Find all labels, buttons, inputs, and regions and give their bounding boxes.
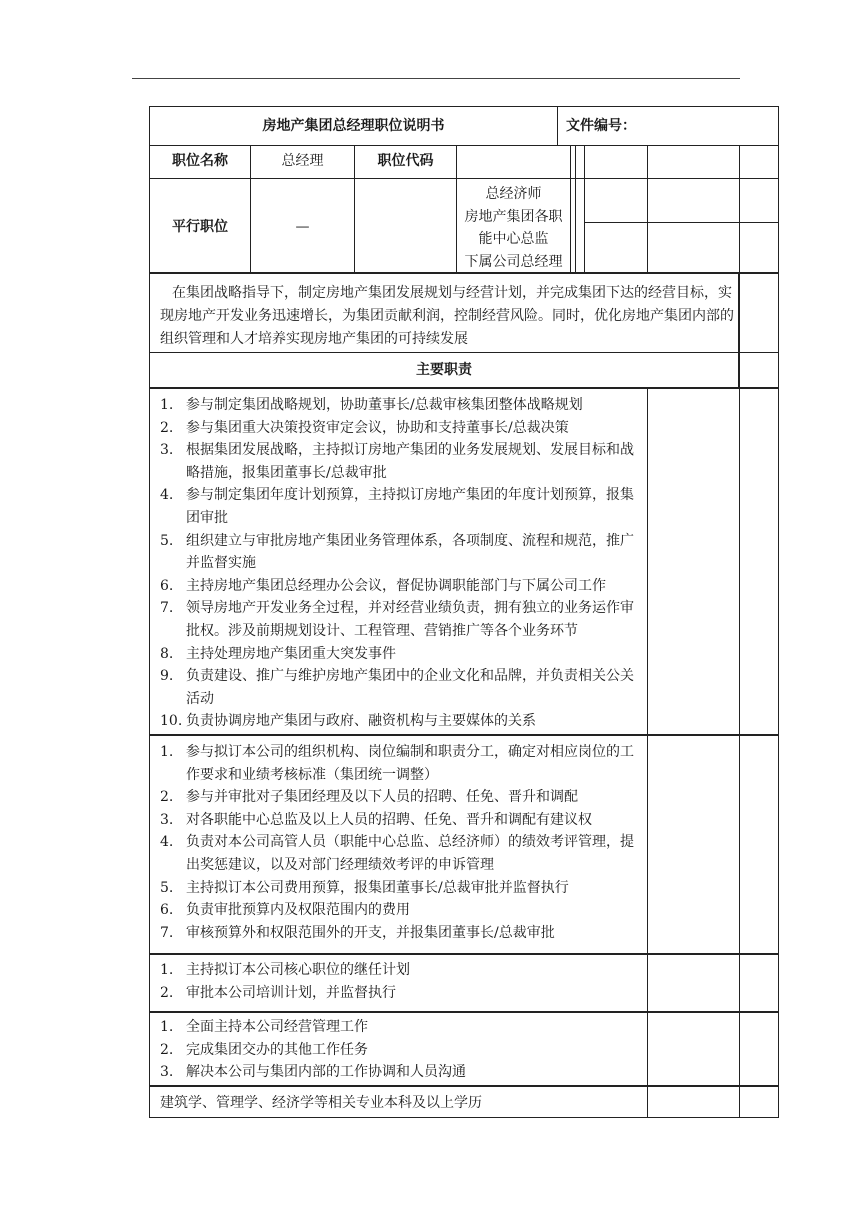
list-item: 7. 审核预算外和权限范围外的开支，并报集团董事长/总裁审批 (160, 924, 555, 941)
parallel-position-label: 平行职位 (172, 219, 228, 235)
parallel-position-list (457, 183, 570, 273)
education-requirement: 建筑学、管理学、经济学等相关专业本科及以上学历 (160, 1095, 482, 1111)
list-item: 1. 主持拟订本公司核心职位的继任计划 (160, 962, 410, 978)
list-item: 5. 组织建立与审批房地产集团业务管理体系，各项制度、流程和规范，推广并监督实施 (160, 532, 634, 572)
parallel-position-item: 下属公司总经理 (464, 253, 563, 270)
list-item: 1. 参与制定集团战略规划，协助董事长/总裁审核集团整体战略规划 (160, 397, 583, 413)
position-name-label: 职位名称 (172, 153, 228, 169)
list-item: 2. 参与集团重大决策投资审定会议，协助和支持董事长/总裁决策 (160, 419, 569, 436)
position-code-label: 职位代码 (377, 153, 434, 169)
duties-list-personnel (160, 741, 646, 944)
parallel-position-value: — (295, 219, 310, 235)
list-item: 1. 全面主持本公司经营管理工作 (160, 1019, 368, 1035)
parallel-position-item: 房地产集团各职 (464, 208, 563, 225)
list-item: 3. 对各职能中心总监及以上人员的招聘、任免、晋升和调配有建议权 (160, 811, 592, 828)
list-item: 4. 参与制定集团年度计划预算，主持拟订房地产集团的年度计划预算，报集团审批 (160, 487, 634, 526)
list-item: 9. 负责建设、推广与维护房地产集团中的企业文化和品牌，并负责相关公关活动 (160, 668, 634, 707)
list-item: 2. 审批本公司培训计划，并监督执行 (160, 984, 396, 1001)
list-item: 2. 完成集团交办的其他工作任务 (160, 1041, 368, 1058)
list-item: 6. 主持房地产集团总经理办公会议，督促协调职能部门与下属公司工作 (160, 577, 606, 594)
duties-list-business (160, 394, 646, 733)
list-item: 1. 参与拟订本公司的组织机构、岗位编制和职责分工，确定对相应岗位的工作要求和业绩考核标准（集团统一调整） (160, 744, 634, 783)
parallel-position-item: 总经济师 (485, 186, 542, 202)
parallel-position-item: 能中心总监 (478, 231, 549, 247)
list-item: 3. 解决本公司与集团内部的工作协调和人员沟通 (160, 1064, 466, 1081)
document-title: 房地产集团总经理职位说明书 (262, 118, 445, 134)
list-item: 4. 负责对本公司高管人员（职能中心总监、总经济师）的绩效考评管理，提出奖惩建议，以及对部门经理绩效考评的申诉管理 (160, 834, 634, 873)
list-item: 10. 负责协调房地产集团与政府、融资机构与主要媒体的关系 (160, 713, 536, 730)
position-name-value: 总经理 (281, 153, 324, 169)
list-item: 3. 根据集团发展战略，主持拟订房地产集团的业务发展规划、发展目标和战略措施，报集团董事长/总裁审批 (160, 442, 634, 481)
header-rule (132, 78, 740, 79)
file-number-label: 文件编号： (566, 118, 636, 134)
main-duties-header: 主要职责 (416, 362, 472, 378)
list-item: 7. 领导房地产开发业务全过程，并对经营业绩负责，拥有独立的业务运作审批权。涉及前期规划设计、工程管理、营销推广等各个业务环节 (160, 600, 634, 639)
duties-list-training (160, 959, 646, 1004)
list-item: 8. 主持处理房地产集团重大突发事件 (160, 645, 396, 662)
position-summary: 在集团战略指导下，制定房地产集团发展规划与经营计划，并完成集团下达的经营目标，实现房地产开发业务迅速增长，为集团贡献利润，控制经营风险。同时，优化房地产集团内部的组织管理和人才培养实现房地产集团的可持续发展 (160, 285, 734, 347)
list-item: 2. 参与并审批对子集团经理及以下人员的招聘、任免、晋升和调配 (160, 789, 578, 806)
list-item: 5. 主持拟订本公司费用预算，报集团董事长/总裁审批并监督执行 (160, 879, 569, 896)
duties-list-general (160, 1016, 646, 1084)
list-item: 6. 负责审批预算内及权限范围内的费用 (160, 902, 410, 919)
